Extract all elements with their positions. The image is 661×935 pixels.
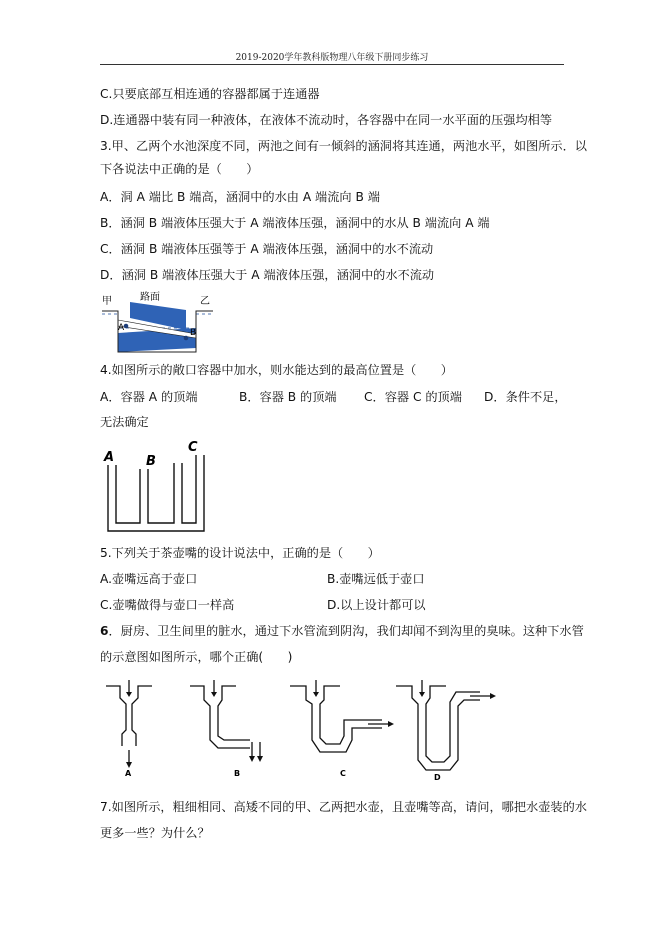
drain-label-b: B — [234, 769, 241, 778]
q3-option-d: D．涵洞 B 端液体压强大于 A 端液体压强，涵洞中的水不流动 — [100, 268, 435, 282]
q3-stem-line2: 下各说法中正确的是（ ） — [100, 162, 259, 176]
q5-option-c: C.壶嘴做得与壶口一样高 — [100, 598, 235, 612]
drain-d-diagram — [396, 680, 492, 770]
drain-label-c: C — [340, 769, 346, 778]
page-header: 2019-2020学年教科版物理八年级下册同步练习 — [235, 53, 429, 63]
q4-option-d-cont: 无法确定 — [100, 415, 149, 429]
q4-stem: 4.如图所示的敞口容器中加水，则水能达到的最高位置是（ ） — [100, 363, 453, 377]
q4-option-a: A．容器 A 的顶端 — [100, 390, 198, 404]
q3-label-yi: 乙 — [200, 296, 210, 307]
q6-stem-line1 — [100, 623, 584, 639]
q3-label-a: A — [118, 323, 125, 333]
q6-stem-line2: 的示意图如图所示，哪个正确( ) — [100, 650, 293, 664]
q3-option-a: A．洞 A 端比 B 端高，涵洞中的水由 A 端流向 B 端 — [100, 190, 380, 204]
header-rule — [100, 64, 564, 65]
q4-label-a: A — [104, 450, 115, 465]
q3-option-b: B．涵洞 B 端液体压强大于 A 端液体压强，涵洞中的水从 B 端流向 A 端 — [100, 216, 490, 230]
q5-stem: 5.下列关于茶壶嘴的设计说法中，正确的是（ ） — [100, 546, 380, 560]
drain-c-diagram — [290, 680, 390, 752]
q3-label-jia: 甲 — [102, 296, 112, 307]
drain-label-a: A — [125, 769, 132, 778]
q3-stem-line1: 3.甲、乙两个水池深度不同，两池之间有一倾斜的涵洞将其连通，两池水平，如图所示．以 — [100, 139, 587, 153]
drain-b-diagram — [190, 680, 260, 758]
q4-option-c: C．容器 C 的顶端 — [364, 390, 462, 404]
q4-label-b: B — [146, 454, 156, 469]
q6-number: 6 — [100, 624, 109, 638]
q3-culvert-figure — [100, 290, 215, 355]
q3-option-c: C．涵洞 B 端液体压强等于 A 端液体压强，涵洞中的水不流动 — [100, 242, 434, 256]
q7-stem-line2: 更多一些？为什么？ — [100, 826, 210, 840]
q6-drain-pipes-figure — [100, 680, 500, 780]
drain-label-d: D — [434, 773, 441, 780]
q4-vessel-figure — [100, 437, 210, 537]
q4-label-c: C — [188, 440, 198, 455]
q3-label-road: 路面 — [140, 292, 160, 303]
prev-option-d: D.连通器中装有同一种液体，在液体不流动时，各容器中在同一水平面的压强均相等 — [100, 113, 553, 127]
q5-option-b: B.壶嘴远低于壶口 — [327, 572, 425, 586]
q5-option-a: A.壶嘴远高于壶口 — [100, 572, 198, 586]
q3-label-b: B — [190, 328, 197, 338]
prev-option-c: C.只要底部互相连通的容器都属于连通器 — [100, 87, 320, 101]
q7-stem-line1: 7.如图所示，粗细相同、高矮不同的甲、乙两把水壶，且壶嘴等高，请问，哪把水壶装的水 — [100, 800, 587, 814]
q6-stem-text: ．厨房、卫生间里的脏水，通过下水管流到阴沟，我们却闻不到沟里的臭味。这种下水管 — [108, 624, 584, 638]
q4-option-b: B．容器 B 的顶端 — [239, 390, 337, 404]
q4-option-d: D．条件不足， — [484, 390, 567, 404]
q5-option-d: D.以上设计都可以 — [327, 598, 426, 612]
